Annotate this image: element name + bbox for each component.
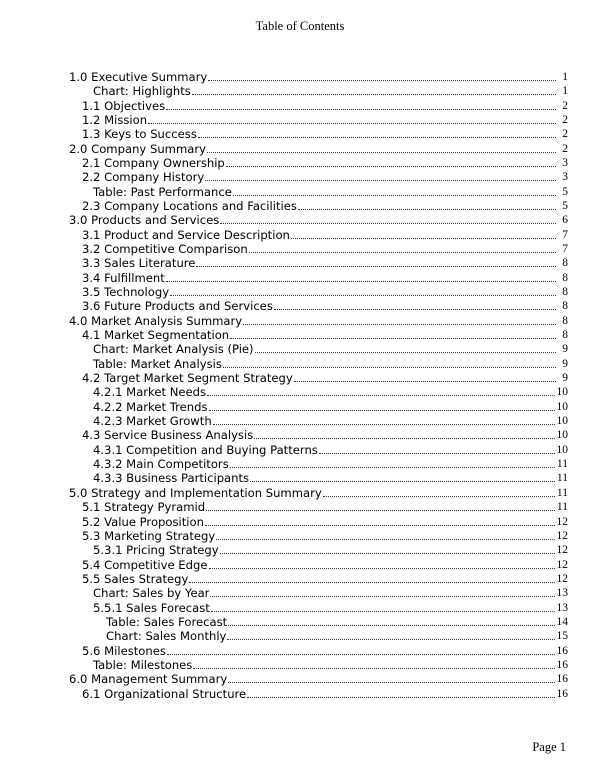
toc-entry-label: 3.3 Sales Literature: [82, 256, 196, 271]
table-of-contents: [0, 70, 600, 701]
dot-leader: [189, 582, 554, 583]
toc-entry-label: 2.3 Company Locations and Facilities: [82, 198, 297, 213]
toc-entry-label: 5.1 Strategy Pyramid: [82, 500, 206, 515]
toc-entry-label: 1.1 Objectives: [82, 98, 166, 113]
toc-entry[interactable]: [0, 342, 600, 356]
toc-entry-label: Chart: Market Analysis (Pie): [93, 342, 254, 357]
toc-entry-label: 3.2 Competitive Comparison: [82, 241, 248, 256]
dot-leader: [249, 252, 556, 253]
dot-leader: [213, 424, 555, 425]
toc-entry-label: 5.0 Strategy and Implementation Summary: [69, 485, 322, 500]
toc-entry-label: Table: Milestones: [93, 657, 193, 672]
toc-entry[interactable]: [0, 485, 600, 499]
dot-leader: [319, 453, 555, 454]
toc-entry-label: 6.1 Organizational Structure: [82, 686, 247, 701]
toc-entry[interactable]: [0, 414, 600, 428]
toc-entry-label: 2.2 Company History: [82, 170, 205, 185]
toc-entry-page-number: 13: [556, 601, 568, 614]
toc-entry-label: 4.3.2 Main Competitors: [93, 457, 229, 472]
dot-leader: [216, 539, 554, 540]
toc-entry-label: 5.3 Marketing Strategy: [82, 528, 216, 543]
toc-entry[interactable]: [0, 557, 600, 571]
toc-entry-page-number: 2: [562, 99, 568, 112]
toc-entry-page-number: 1: [562, 70, 568, 83]
dot-leader: [250, 481, 555, 482]
toc-entry-page-number: 9: [562, 343, 568, 356]
toc-entry-label: 3.5 Technology: [82, 285, 170, 299]
toc-entry-page-number: 7: [562, 228, 568, 241]
toc-entry-page-number: 1: [562, 85, 568, 98]
toc-entry[interactable]: [0, 457, 600, 471]
toc-entry[interactable]: [0, 371, 600, 385]
toc-entry-page-number: 16: [556, 644, 568, 657]
toc-entry-label: Chart: Sales Monthly: [106, 629, 227, 644]
toc-entry-label: 4.0 Market Analysis Summary: [69, 313, 243, 328]
page-number-footer: Page 1: [532, 740, 566, 754]
toc-entry[interactable]: [0, 98, 600, 112]
dot-leader: [255, 352, 556, 353]
toc-entry-label: 4.2.2 Market Trends: [93, 399, 208, 414]
dot-leader: [228, 625, 554, 626]
toc-entry-page-number: 16: [556, 687, 568, 700]
dot-leader: [205, 525, 555, 526]
toc-entry-label: 3.0 Products and Services: [69, 213, 220, 228]
toc-entry-label: Chart: Sales by Year: [93, 586, 210, 601]
toc-entry[interactable]: [0, 572, 600, 586]
toc-entry[interactable]: [0, 586, 600, 600]
toc-entry-label: 5.6 Milestones: [82, 643, 166, 658]
toc-entry-page-number: 9: [562, 372, 568, 385]
dot-leader: [198, 137, 556, 138]
toc-entry-page-number: 15: [556, 630, 568, 643]
dot-leader: [223, 367, 556, 368]
toc-entry-page-number: 11: [556, 458, 568, 471]
toc-entry-page-number: 11: [556, 501, 568, 514]
dot-leader: [247, 697, 554, 698]
toc-entry-label: Table: Market Analysis: [93, 356, 222, 371]
toc-entry-page-number: 10: [556, 400, 568, 413]
toc-entry-page-number: 12: [556, 572, 568, 585]
toc-entry[interactable]: [0, 514, 600, 528]
dot-leader: [233, 195, 556, 196]
toc-entry[interactable]: [0, 328, 600, 342]
toc-entry[interactable]: [0, 686, 600, 700]
dot-leader: [208, 80, 556, 81]
toc-entry-label: 1.3 Keys to Success: [82, 127, 197, 142]
dot-leader: [220, 223, 556, 224]
toc-entry[interactable]: [0, 643, 600, 657]
toc-entry[interactable]: [0, 299, 600, 313]
dot-leader: [274, 309, 556, 310]
toc-entry[interactable]: [0, 313, 600, 327]
toc-entry[interactable]: [0, 141, 600, 155]
toc-entry-page-number: 2: [562, 113, 568, 126]
toc-entry-label: 1.0 Executive Summary: [69, 69, 208, 84]
toc-entry[interactable]: [0, 629, 600, 643]
toc-entry-page-number: 8: [562, 314, 568, 327]
dot-leader: [227, 639, 554, 640]
toc-entry[interactable]: [0, 615, 600, 629]
dot-leader: [230, 467, 555, 468]
dot-leader: [148, 123, 556, 124]
toc-entry-page-number: 12: [556, 558, 568, 571]
dot-leader: [210, 596, 554, 597]
toc-entry-page-number: 7: [562, 242, 568, 255]
toc-entry-page-number: 9: [562, 357, 568, 370]
dot-leader: [228, 682, 554, 683]
dot-leader: [254, 438, 554, 439]
dot-leader: [196, 266, 556, 267]
toc-entry-page-number: 5: [562, 199, 568, 212]
toc-entry-page-number: 13: [556, 587, 568, 600]
toc-entry-page-number: 16: [556, 658, 568, 671]
dot-leader: [226, 166, 556, 167]
dot-leader: [192, 94, 556, 95]
toc-entry[interactable]: [0, 600, 600, 614]
dot-leader: [206, 510, 555, 511]
toc-entry[interactable]: [0, 500, 600, 514]
toc-entry-page-number: 8: [562, 300, 568, 313]
toc-entry-page-number: 10: [556, 443, 568, 456]
dot-leader: [220, 553, 555, 554]
toc-entry-label: 4.3.3 Business Participants: [93, 471, 250, 486]
toc-entry-page-number: 16: [556, 673, 568, 686]
dot-leader: [167, 654, 555, 655]
dot-leader: [166, 109, 556, 110]
toc-entry-page-number: 12: [556, 515, 568, 528]
toc-entry-page-number: 2: [562, 142, 568, 155]
dot-leader: [323, 496, 555, 497]
dot-leader: [211, 611, 555, 612]
toc-entry-page-number: 10: [556, 386, 568, 399]
toc-entry-label: 3.6 Future Products and Services: [82, 299, 273, 314]
toc-entry-page-number: 8: [562, 257, 568, 270]
dot-leader: [209, 568, 555, 569]
toc-entry[interactable]: [0, 170, 600, 184]
toc-entry[interactable]: [0, 385, 600, 399]
toc-entry-page-number: 3: [562, 156, 568, 169]
toc-entry[interactable]: [0, 442, 600, 456]
toc-entry-label: 4.3.1 Competition and Buying Patterns: [93, 442, 318, 457]
toc-entry[interactable]: [0, 529, 600, 543]
toc-entry-label: 4.1 Market Segmentation: [82, 328, 230, 343]
toc-entry-page-number: 5: [562, 185, 568, 198]
dot-leader: [207, 152, 556, 153]
page-title: Table of Contents: [255, 19, 345, 33]
toc-entry-label: Chart: Highlights: [93, 84, 191, 99]
toc-entry-page-number: 6: [562, 214, 568, 227]
toc-entry-page-number: 8: [562, 329, 568, 342]
dot-leader: [170, 295, 556, 296]
dot-leader: [193, 668, 554, 669]
toc-entry-page-number: 8: [562, 271, 568, 284]
toc-entry[interactable]: [0, 113, 600, 127]
dot-leader: [294, 381, 556, 382]
toc-entry[interactable]: [0, 184, 600, 198]
toc-entry-page-number: 11: [556, 472, 568, 485]
toc-entry[interactable]: [0, 658, 600, 672]
toc-entry-label: 2.1 Company Ownership: [82, 155, 225, 170]
toc-entry-label: 2.0 Company Summary: [69, 141, 206, 156]
toc-entry-label: 4.2.1 Market Needs: [93, 385, 207, 400]
toc-entry-label: 3.4 Fulfillment: [82, 270, 165, 285]
toc-entry[interactable]: [0, 428, 600, 442]
toc-entry-label: Table: Sales Forecast: [106, 614, 228, 629]
toc-entry-page-number: 8: [562, 286, 568, 298]
toc-entry[interactable]: [0, 127, 600, 141]
toc-entry-label: 5.4 Competitive Edge: [82, 557, 208, 572]
toc-entry-page-number: 10: [556, 429, 568, 442]
toc-entry-label: 4.2.3 Market Growth: [93, 414, 212, 429]
dot-leader: [166, 281, 556, 282]
toc-entry[interactable]: [0, 270, 600, 284]
toc-entry-label: 5.2 Value Proposition: [82, 514, 204, 529]
toc-entry-page-number: 10: [556, 415, 568, 428]
toc-entry-label: 5.5 Sales Strategy: [82, 571, 189, 586]
toc-entry[interactable]: [0, 70, 600, 84]
toc-entry[interactable]: [0, 242, 600, 256]
toc-entry[interactable]: [0, 672, 600, 686]
toc-entry-label: 6.0 Management Summary: [69, 672, 228, 687]
toc-entry[interactable]: [0, 285, 600, 299]
toc-entry[interactable]: [0, 156, 600, 170]
toc-entry-label: 5.3.1 Pricing Strategy: [93, 543, 219, 558]
toc-entry-page-number: 12: [556, 529, 568, 542]
dot-leader: [291, 238, 556, 239]
dot-leader: [298, 209, 556, 210]
dot-leader: [207, 395, 554, 396]
toc-entry-label: Table: Past Performance: [93, 184, 232, 199]
toc-entry[interactable]: [0, 256, 600, 270]
toc-entry[interactable]: [0, 213, 600, 227]
toc-entry-label: 5.5.1 Sales Forecast: [93, 600, 210, 615]
dot-leader: [230, 338, 556, 339]
toc-entry[interactable]: [0, 84, 600, 98]
toc-entry[interactable]: [0, 543, 600, 557]
dot-leader: [205, 180, 556, 181]
toc-entry[interactable]: [0, 399, 600, 413]
toc-entry-label: 4.2 Target Market Segment Strategy: [82, 371, 293, 386]
toc-entry-label: 1.2 Mission: [82, 112, 148, 127]
toc-entry-page-number: 12: [556, 544, 568, 557]
toc-entry-page-number: 14: [556, 615, 568, 628]
toc-entry-label: 3.1 Product and Service Description: [82, 227, 290, 242]
toc-entry-page-number: 11: [556, 486, 568, 499]
dot-leader: [209, 410, 555, 411]
toc-entry-page-number: 2: [562, 128, 568, 141]
toc-entry[interactable]: [0, 227, 600, 241]
toc-entry[interactable]: [0, 356, 600, 370]
toc-entry-label: 4.3 Service Business Analysis: [82, 428, 254, 443]
toc-entry[interactable]: [0, 471, 600, 485]
toc-entry[interactable]: [0, 199, 600, 213]
dot-leader: [243, 324, 556, 325]
toc-entry-page-number: 3: [562, 171, 568, 184]
